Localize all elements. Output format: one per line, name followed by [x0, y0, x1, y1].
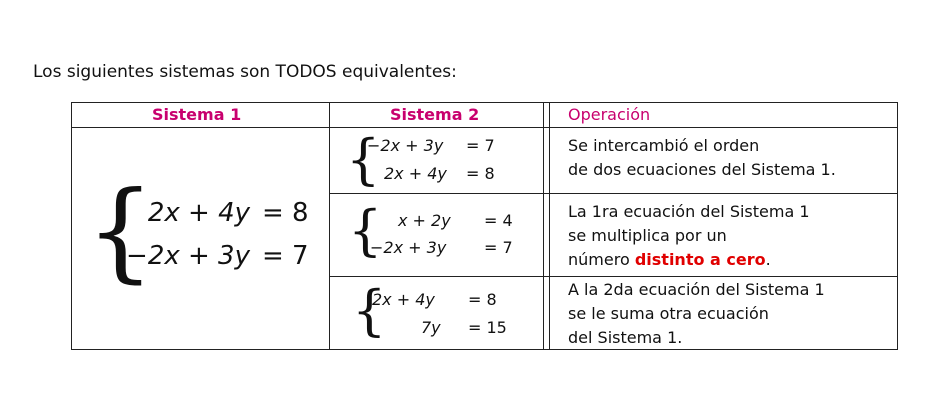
- sistema-1-eq1: [110, 198, 250, 230]
- row3-brace: {: [352, 279, 387, 342]
- row1-rule: [329, 193, 897, 194]
- row1-op-line2: de dos ecuaciones del Sistema 1.: [568, 160, 836, 179]
- col2-divider-a: [543, 102, 544, 350]
- row2-op-line3-pre: número: [568, 250, 630, 269]
- row3-op-line2: se le suma otra ecuación: [568, 304, 769, 323]
- row1-eq1-rhs: = 7: [466, 136, 495, 155]
- header-rule: [71, 127, 897, 128]
- row2-op-emphasis: distinto a cero: [634, 250, 766, 269]
- row2-eq1-lhs: x + 2y: [398, 211, 451, 230]
- table-top-rule: [71, 102, 897, 103]
- sistema-1-eq2: [110, 241, 250, 273]
- header-sistema-2: Sistema 2: [390, 105, 480, 124]
- row3-eq2-lhs: 7y: [421, 318, 441, 337]
- row1-brace: {: [346, 128, 381, 191]
- row1-eq2-rhs: = 8: [466, 164, 495, 183]
- row3-operation: [568, 278, 825, 350]
- sistema-1-eq2-rhs: = 7: [262, 241, 309, 271]
- table-right-rule: [897, 102, 898, 350]
- row2-eq2-lhs: −2x + 3y: [370, 238, 447, 257]
- row2-op-line2: se multiplica por un: [568, 226, 727, 245]
- row2-brace: {: [348, 199, 383, 262]
- table-left-rule: [71, 102, 72, 350]
- sistema-1-eq1-rhs: = 8: [262, 198, 309, 228]
- row2-op-line3-post: .: [765, 250, 771, 269]
- intro-text: Los siguientes sistemas son TODOS equivalentes:: [33, 62, 457, 82]
- row2-op-line3: [568, 248, 810, 272]
- row3-op-line1: A la 2da ecuación del Sistema 1: [568, 280, 825, 299]
- header-sistema-1: Sistema 1: [152, 105, 242, 124]
- row2-rule: [329, 276, 897, 277]
- row3-eq1-rhs: = 8: [468, 290, 497, 309]
- sistema-1-brace: {: [86, 169, 155, 294]
- row3-eq1-lhs: 2x + 4y: [372, 290, 435, 309]
- row1-op-line1: Se intercambió el orden: [568, 136, 760, 155]
- row1-eq2-lhs: 2x + 4y: [384, 164, 447, 183]
- sistema-1-eq1-lhs: 2x + 4y: [147, 198, 250, 228]
- header-operacion: Operación: [568, 105, 651, 124]
- col1-divider: [329, 102, 330, 350]
- row2-operation: [568, 200, 810, 272]
- row3-op-line3: del Sistema 1.: [568, 328, 683, 347]
- row3-eq2-rhs: = 15: [468, 318, 507, 337]
- row2-eq2-rhs: = 7: [484, 238, 513, 257]
- sistema-1-eq2-lhs: −2x + 3y: [126, 241, 250, 271]
- row2-op-line1: La 1ra ecuación del Sistema 1: [568, 202, 810, 221]
- row1-operation: [568, 134, 836, 182]
- row1-eq1-lhs: −2x + 3y: [367, 136, 444, 155]
- row2-eq1-rhs: = 4: [484, 211, 513, 230]
- col2-divider-b: [549, 102, 550, 350]
